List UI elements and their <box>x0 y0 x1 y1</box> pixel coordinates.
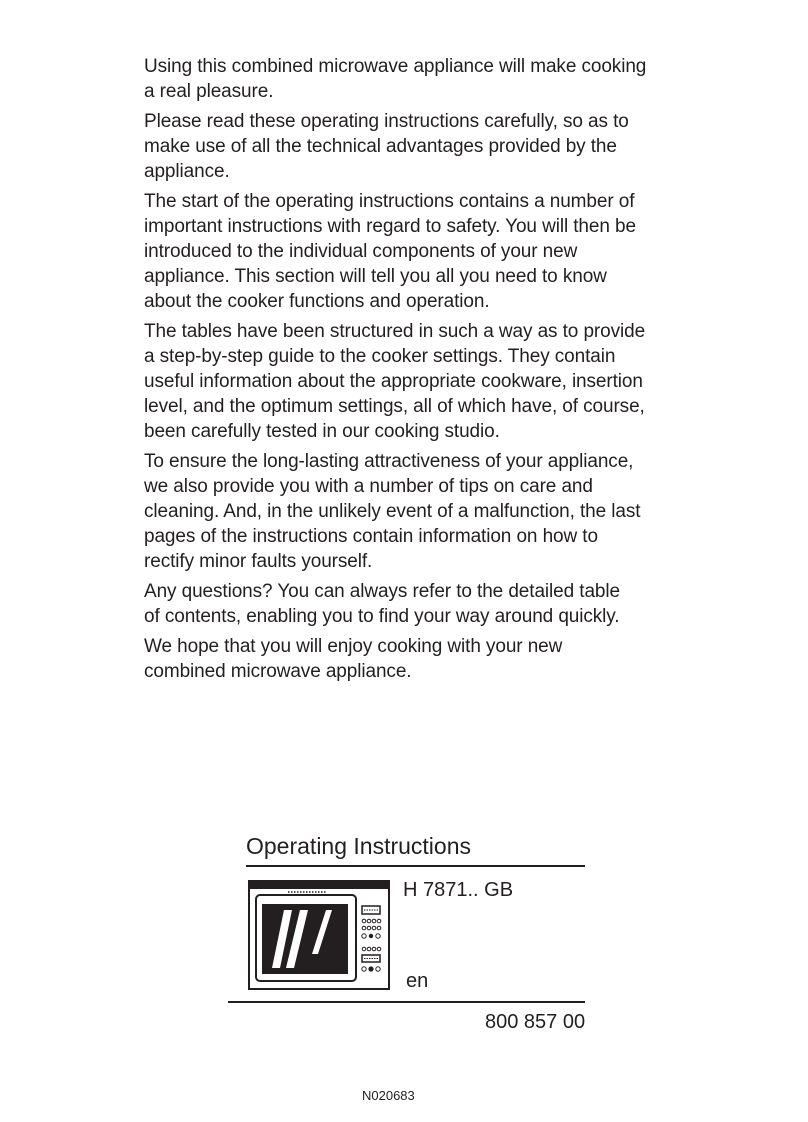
language-code: en <box>406 970 429 992</box>
intro-paragraph-3: The start of the operating instructions contains a number of important instructions with regard to safety. You will then be introduced to the individual components of your new appliance. This section will tell you all you need to know about the cooker functions and operation. <box>144 191 636 312</box>
model-number: H 7871.. GB <box>403 879 514 901</box>
intro-paragraph-1: Using this combined microwave appliance will make cooking a real pleasure. <box>144 56 647 102</box>
document-title: Operating Instructions <box>246 833 472 859</box>
title-divider <box>246 865 585 867</box>
cover-divider <box>228 1001 585 1003</box>
intro-paragraph-4: The tables have been structured in such a way as to provide a step-by-step guide to the cooker settings. They contain useful information about the appropriate cookware, insertion level, and the optimum settings, all of which have, of course, been carefully tested in our cooking studio. <box>144 321 646 442</box>
intro-paragraph-7: We hope that you will enjoy cooking with your new combined microwave appliance. <box>144 636 563 682</box>
intro-text <box>144 54 674 689</box>
document-id: N020683 <box>362 1088 415 1103</box>
oven-illustration-icon <box>248 880 390 990</box>
intro-paragraph-2: Please read these operating instructions carefully, so as to make use of all the technical advantages provided by the appliance. <box>144 111 629 182</box>
part-number: 800 857 00 <box>485 1011 586 1033</box>
intro-paragraph-5: To ensure the long-lasting attractiveness of your appliance, we also provide you with a number of tips on care and cleaning. And, in the unlikely event of a malfunction, the last pages of the instructions contain information on how to rectify minor faults yourself. <box>144 451 641 572</box>
intro-paragraph-6: Any questions? You can always refer to the detailed table of contents, enabling you to find your way around quickly. <box>144 581 620 627</box>
